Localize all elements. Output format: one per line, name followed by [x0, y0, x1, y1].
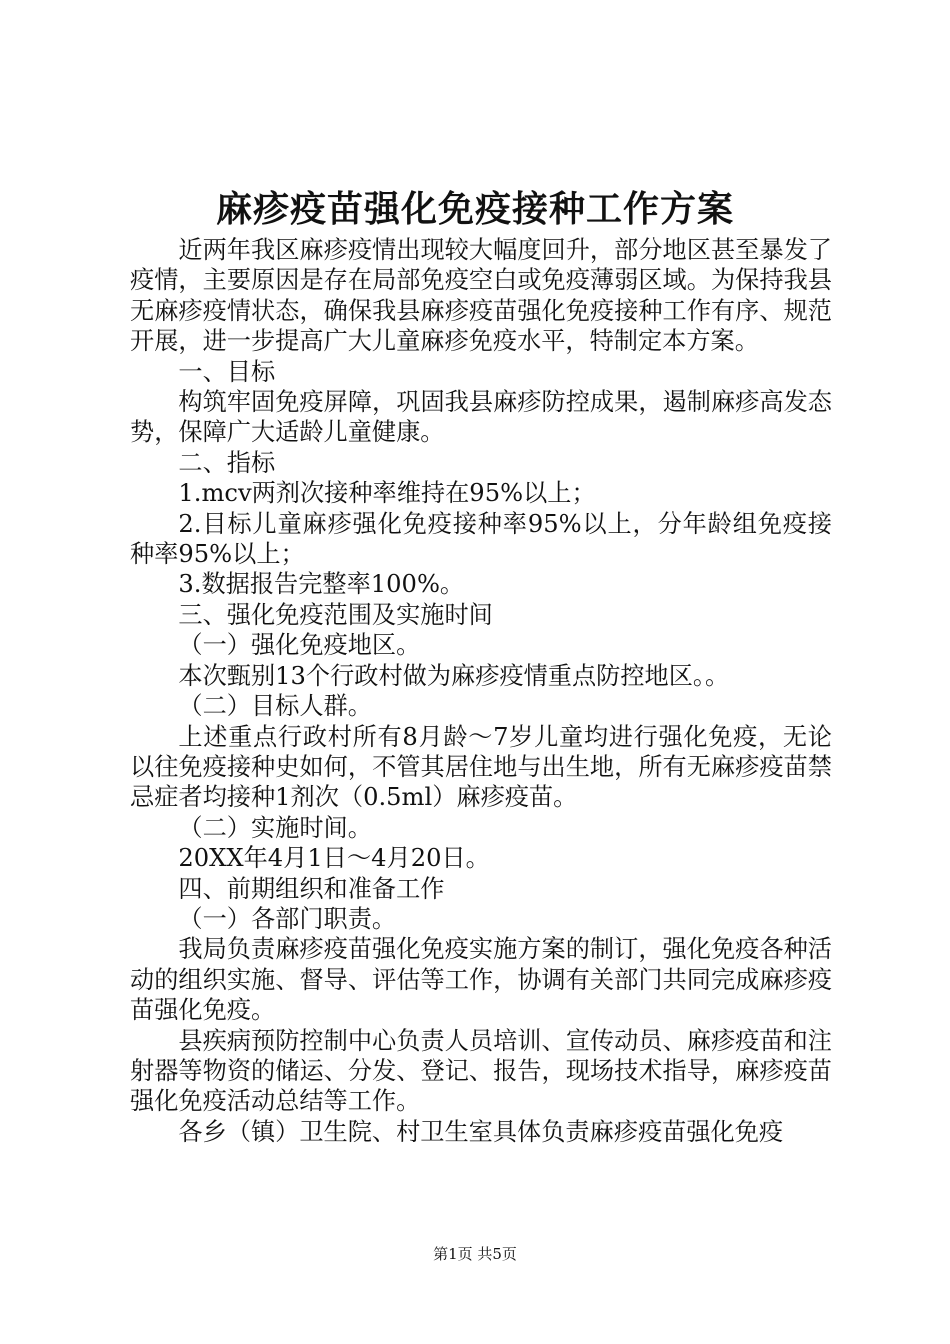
- subheading-schedule: （二）实施时间。: [178, 813, 372, 842]
- subheading-area: （一）强化免疫地区。: [178, 631, 421, 660]
- paragraph-bureau-duty: 我局负责麻疹疫苗强化免疫实施方案的制订，强化免疫各种活动的组织实施、督导、评估等工作，协调有关部门共同完成麻疹疫苗强化免疫。: [130, 935, 832, 1025]
- paragraph-schedule: 20XX年4月1日～4月20日。: [178, 844, 490, 873]
- paragraph-township-duty: 各乡（镇）卫生院、村卫生室具体负责麻疹疫苗强化免疫: [178, 1117, 784, 1146]
- paragraph-intro: 近两年我区麻疹疫情出现较大幅度回升，部分地区甚至暴发了疫情，主要原因是存在局部免疫空白或免疫薄弱区域。为保持我县无麻疹疫情状态，确保我县麻疹疫苗强化免疫接种工作有序、规范开展，进一步提高广大儿童麻疹免疫水平，特制定本方案。: [130, 236, 832, 356]
- paragraph-cdc-duty: 县疾病预防控制中心负责人员培训、宣传动员、麻疹疫苗和注射器等物资的储运、分发、登记、报告，现场技术指导，麻疹疫苗强化免疫活动总结等工作。: [130, 1026, 832, 1116]
- heading-preparation: 四、前期组织和准备工作: [178, 874, 445, 903]
- paragraph-indicator-2: 2.目标儿童麻疹强化免疫接种率95%以上，分年龄组免疫接种率95%以上；: [130, 509, 832, 569]
- document-body: [130, 235, 832, 1147]
- heading-indicators: 二、指标: [178, 448, 276, 477]
- paragraph-area: 本次甄别13个行政村做为麻疹疫情重点防控地区。。: [178, 661, 730, 690]
- paragraph-target-group: 上述重点行政村所有8月龄～7岁儿童均进行强化免疫，无论以往免疫接种史如何，不管其居住地与出生地，所有无麻疹疫苗禁忌症者均接种1剂次（0.5ml）麻疹疫苗。: [130, 722, 832, 812]
- paragraph-indicator-1: 1.mcv两剂次接种率维持在95%以上；: [178, 479, 596, 508]
- subheading-responsibilities: （一）各部门职责。: [178, 904, 397, 933]
- heading-goal: 一、目标: [178, 357, 276, 386]
- paragraph-indicator-3: 3.数据报告完整率100%。: [178, 570, 465, 599]
- page-footer: 第1页 共5页: [433, 1245, 517, 1263]
- paragraph-goal: 构筑牢固免疫屏障，巩固我县麻疹防控成果，遏制麻疹高发态势，保障广大适龄儿童健康。: [130, 388, 832, 447]
- document-title: 麻疹疫苗强化免疫接种工作方案: [215, 188, 734, 230]
- subheading-target-group: （二）目标人群。: [178, 692, 372, 721]
- heading-scope-time: 三、强化免疫范围及实施时间: [178, 600, 493, 629]
